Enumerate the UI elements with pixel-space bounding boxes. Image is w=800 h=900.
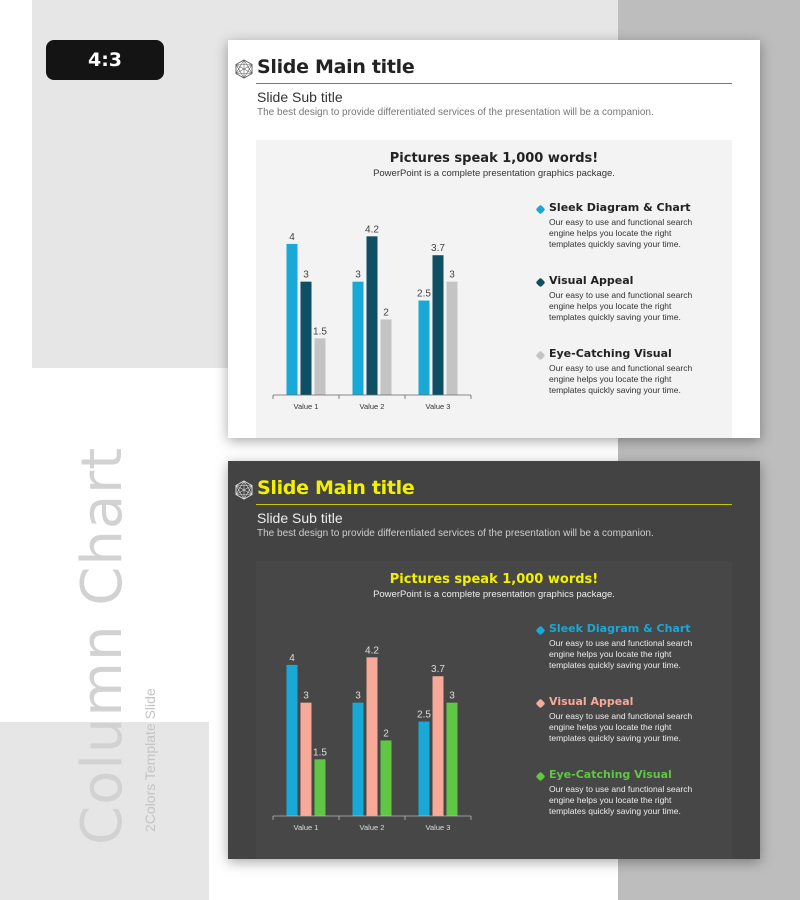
title-divider xyxy=(256,504,732,505)
chart-heading: Pictures speak 1,000 words! xyxy=(389,572,599,587)
x-tick-label: Value 3 xyxy=(425,823,451,832)
geometric-logo-icon xyxy=(234,59,254,79)
column-chart xyxy=(268,190,488,415)
bar-1-2 xyxy=(353,282,364,395)
legend-description: Our easy to use and functional search engine helps you locate the right templates quickly saving your time. xyxy=(549,711,693,743)
slide-sub-title: Slide Sub title xyxy=(257,89,343,105)
legend-title: Visual Appeal xyxy=(549,274,634,287)
data-label-3-3: 3 xyxy=(449,269,455,281)
slide-sub-title: Slide Sub title xyxy=(257,510,343,526)
bar-2-1 xyxy=(301,703,312,816)
data-label-2-1: 3 xyxy=(303,269,309,281)
chart-description: PowerPoint is a complete presentation graphics package. xyxy=(373,589,615,600)
x-tick-label: Value 1 xyxy=(293,823,319,832)
x-tick-label: Value 3 xyxy=(425,402,451,411)
data-label-1-3: 2.5 xyxy=(417,288,431,300)
bar-1-1 xyxy=(287,665,298,816)
bar-3-2 xyxy=(381,740,392,816)
chart-description: PowerPoint is a complete presentation graphics package. xyxy=(373,168,615,179)
slide-main-title: Slide Main title xyxy=(257,477,415,499)
bar-2-1 xyxy=(301,282,312,395)
legend-title: Sleek Diagram & Chart xyxy=(549,622,691,635)
bar-1-3 xyxy=(419,301,430,395)
data-label-2-3: 3.7 xyxy=(431,664,445,676)
chart-heading: Pictures speak 1,000 words! xyxy=(389,151,599,166)
bar-1-2 xyxy=(353,703,364,816)
legend-description: Our easy to use and functional search engine helps you locate the right templates quickly saving your time. xyxy=(549,784,693,816)
x-tick-label: Value 2 xyxy=(359,402,385,411)
title-divider xyxy=(256,83,732,84)
legend-title: Eye-Catching Visual xyxy=(549,768,672,781)
data-label-1-2: 3 xyxy=(355,269,361,281)
legend-description: Our easy to use and functional search engine helps you locate the right templates quickly saving your time. xyxy=(549,290,693,322)
data-label-3-2: 2 xyxy=(383,307,389,319)
data-label-1-2: 3 xyxy=(355,690,361,702)
bar-3-1 xyxy=(315,338,326,395)
data-label-2-2: 4.2 xyxy=(365,224,379,236)
x-tick-label: Value 1 xyxy=(293,402,319,411)
aspect-ratio-badge: 4:3 xyxy=(46,40,164,80)
bar-3-1 xyxy=(315,759,326,816)
legend-title: Eye-Catching Visual xyxy=(549,347,672,360)
column-chart xyxy=(268,611,488,836)
legend-description: Our easy to use and functional search engine helps you locate the right templates quickly saving your time. xyxy=(549,217,693,249)
legend-title: Sleek Diagram & Chart xyxy=(549,201,691,214)
slide-main-title: Slide Main title xyxy=(257,56,415,78)
slide-light xyxy=(228,40,760,438)
slide-dark xyxy=(228,461,760,859)
bar-2-2 xyxy=(367,236,378,395)
bar-3-3 xyxy=(447,282,458,395)
bar-3-3 xyxy=(447,703,458,816)
bar-2-3 xyxy=(433,676,444,816)
legend-description: Our easy to use and functional search engine helps you locate the right templates quickly saving your time. xyxy=(549,638,693,670)
data-label-1-1: 4 xyxy=(289,231,295,243)
legend-title: Visual Appeal xyxy=(549,695,634,708)
data-label-3-1: 1.5 xyxy=(313,747,327,759)
data-label-2-1: 3 xyxy=(303,690,309,702)
x-tick-label: Value 2 xyxy=(359,823,385,832)
bar-3-2 xyxy=(381,319,392,395)
vertical-page-title: Column Chart xyxy=(70,446,135,845)
data-label-1-3: 2.5 xyxy=(417,709,431,721)
legend-description: Our easy to use and functional search engine helps you locate the right templates quickly saving your time. xyxy=(549,363,693,395)
geometric-logo-icon xyxy=(234,480,254,500)
data-label-3-2: 2 xyxy=(383,728,389,740)
data-label-2-2: 4.2 xyxy=(365,645,379,657)
slide-sub-description: The best design to provide differentiated services of the presentation will be a companion. xyxy=(257,528,654,539)
bar-2-3 xyxy=(433,255,444,395)
data-label-2-3: 3.7 xyxy=(431,243,445,255)
slide-sub-description: The best design to provide differentiated services of the presentation will be a companion. xyxy=(257,107,654,118)
data-label-1-1: 4 xyxy=(289,652,295,664)
bar-2-2 xyxy=(367,657,378,816)
data-label-3-1: 1.5 xyxy=(313,326,327,338)
vertical-page-subtitle: 2Colors Template Slide xyxy=(142,688,158,832)
bar-1-1 xyxy=(287,244,298,395)
bar-1-3 xyxy=(419,722,430,816)
data-label-3-3: 3 xyxy=(449,690,455,702)
